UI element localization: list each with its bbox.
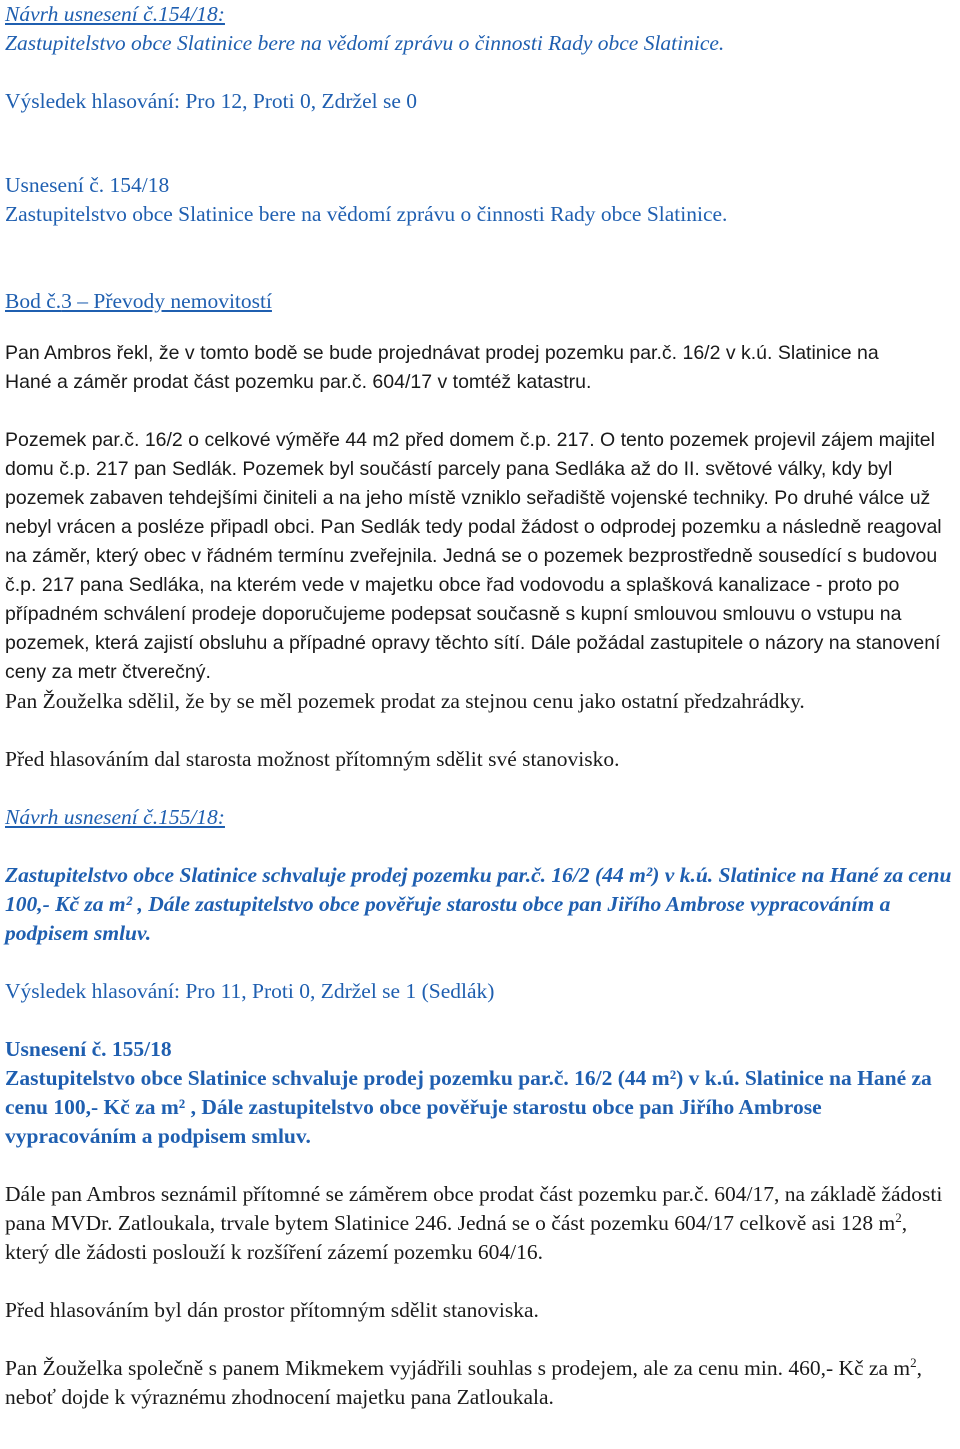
land-604-zouzelka-text-a: Pan Žouželka společně s panem Mikmekem vyjádřili souhlas s prodejem, ale za cenu min. 460,- Kč za m bbox=[5, 1356, 911, 1380]
land-604-text-a: Dále pan Ambros seznámil přítomné se záměrem obce prodat část pozemku par.č. 604/17, na základě žádosti pana MVDr. Zatloukala, trvale bytem Slatinice 246. Jedná se o část pozemku 604/17 celkově asi 128 m bbox=[5, 1182, 943, 1235]
proposal-155-text: Zastupitelstvo obce Slatinice schvaluje prodej pozemku par.č. 16/2 (44 m²) v k.ú. Slatinice na Hané za cenu 100,- Kč za m² , Dále zastupitelstvo obce pověřuje starostu obce pan Jiřího Ambrose vypracováním a podpisem smluv. bbox=[5, 863, 952, 945]
item-3-heading-prefix: Bod č. bbox=[5, 289, 62, 313]
land-604-text-b: , který dle žádosti poslouží k rozšíření zázemí pozemku 604/16. bbox=[5, 1211, 908, 1264]
document-page bbox=[5, 0, 957, 1412]
land-604-zouzelka-text-b: , neboť dojde k výraznému zhodnocení majetku pana Zatloukala. bbox=[5, 1356, 922, 1409]
land-604-paragraph bbox=[5, 1180, 955, 1267]
land-604-zouzelka bbox=[5, 1354, 940, 1412]
proposal-155-heading: Návrh usnesení č.155/18: bbox=[5, 805, 225, 829]
resolution-154-heading: Usnesení č. 154/18 bbox=[5, 173, 170, 197]
land-604-superscript: 2 bbox=[895, 1209, 902, 1225]
proposal-154-vote: Výsledek hlasování: Pro 12, Proti 0, Zdržel se 0 bbox=[5, 89, 418, 113]
item-3-discussion: Pozemek par.č. 16/2 o celkové výměře 44 m2 před domem č.p. 217. O tento pozemek projevil zájem majitel domu č.p. 217 pan Sedlák. Pozemek byl součástí parcely pana Sedláka až do II. světové války, kdy byl pozemek zabaven tehdejšími činiteli a na jeho místě vzniklo seřadiště vojenské techniky. Po druhé válce už nebyl vrácen a posléze připadl obci. Pan Sedlák tedy podal žádost o odprodej pozemku a následně reagoval na záměr, který obec v řádném termínu zveřejnila. Jedná se o pozemek bezprostředně sousedící s budovou č.p. 217 pana Sedláka, na kterém vede v majetku obce řad vodovodu a splašková kanalizace - proto po případném schválení prodeje doporučujeme podepsat současně s kupní smlouvou smlouvu o vstupu na pozemek, která zajistí obsluhu a případné opravy těchto sítí. Dále požádal zastupitele o názory na stanovení ceny za metr čtverečný. bbox=[5, 429, 942, 683]
resolution-155-heading: Usnesení č. 155/18 bbox=[5, 1037, 172, 1061]
proposal-154-text: Zastupitelstvo obce Slatinice bere na vědomí zprávu o činnosti Rady obce Slatinice. bbox=[5, 31, 725, 55]
resolution-154-text: Zastupitelstvo obce Slatinice bere na vědomí zprávu o činnosti Rady obce Slatinice. bbox=[5, 202, 728, 226]
land-604-zouzelka-superscript: 2 bbox=[910, 1354, 917, 1370]
land-604-before-vote: Před hlasováním byl dán prostor přítomným sdělit stanoviska. bbox=[5, 1298, 539, 1322]
item-3-zouzelka: Pan Žouželka sdělil, že by se měl pozemek prodat za stejnou cenu jako ostatní předzahrádky. bbox=[5, 689, 805, 713]
item-3-heading bbox=[5, 287, 957, 316]
proposal-154-heading: Návrh usnesení č.154/18: bbox=[5, 2, 225, 26]
proposal-155-vote: Výsledek hlasování: Pro 11, Proti 0, Zdržel se 1 (Sedlák) bbox=[5, 979, 495, 1003]
item-3-before-vote: Před hlasováním dal starosta možnost přítomným sdělit své stanovisko. bbox=[5, 747, 620, 771]
resolution-155-text: Zastupitelstvo obce Slatinice schvaluje prodej pozemku par.č. 16/2 (44 m²) v k.ú. Slatinice na Hané za cenu 100,- Kč za m² , Dále zastupitelstvo obce pověřuje starostu obce pan Jiřího Ambrose vypracováním a podpisem smluv. bbox=[5, 1066, 932, 1148]
item-3-intro: Pan Ambros řekl, že v tomto bodě se bude projednávat prodej pozemku par.č. 16/2 v k.ú. Slatinice na Hané a záměr prodat část pozemku par.č. 604/17 v tomtéž katastru. bbox=[5, 342, 879, 393]
item-3-heading-rest: 3 – Převody nemovitostí bbox=[61, 289, 272, 313]
